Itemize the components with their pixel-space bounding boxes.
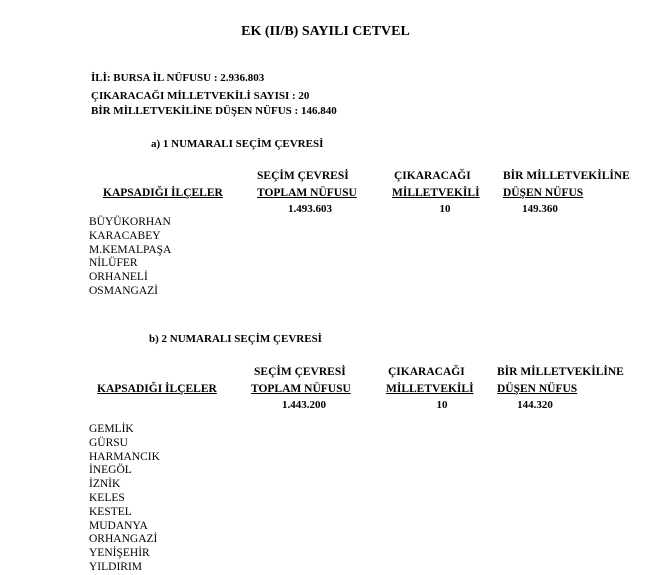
district-item: NİLÜFER (89, 257, 138, 270)
district-item: GÜRSU (89, 436, 128, 449)
district-item: ORHANGAZİ (89, 533, 158, 546)
section-b-col-population-line2: TOPLAM NÜFUSU (251, 383, 351, 395)
section-a-deputies: 10 (439, 203, 451, 215)
section-a-col-per-deputy-line1: BİR MİLLETVEKİLİNE (503, 170, 630, 182)
section-a-per-deputy: 149.360 (522, 203, 558, 215)
deputy-count: ÇIKARACAĞI MİLLETVEKİLİ SAYISI : 20 (91, 90, 310, 102)
section-b-deputies: 10 (436, 399, 448, 411)
district-item: İNEGÖL (89, 464, 132, 477)
population-per-deputy: BİR MİLLETVEKİLİNE DÜŞEN NÜFUS : 146.840 (91, 105, 337, 117)
section-a-population: 1.493.603 (288, 203, 332, 215)
section-b-col-population-line1: SEÇİM ÇEVRESİ (254, 366, 346, 378)
section-a-col-per-deputy-line2: DÜŞEN NÜFUS (503, 187, 584, 199)
district-item: KESTEL (89, 505, 132, 518)
section-a-col-population-line2: TOPLAM NÜFUSU (257, 187, 357, 199)
section-b-col-per-deputy-line2: DÜŞEN NÜFUS (497, 383, 578, 395)
section-b-col-districts: KAPSADIĞI İLÇELER (97, 383, 217, 395)
district-item: MUDANYA (89, 519, 148, 532)
section-b-heading: b) 2 NUMARALI SEÇİM ÇEVRESİ (149, 333, 322, 345)
section-b-district-list (89, 423, 160, 575)
section-a-col-deputies-line2: MİLLETVEKİLİ (392, 187, 480, 199)
district-item: BÜYÜKORHAN (89, 216, 171, 228)
section-b-col-deputies-line2: MİLLETVEKİLİ (386, 383, 474, 395)
page-title: EK (II/B) SAYILI CETVEL (241, 24, 410, 39)
district-item: M.KEMALPAŞA (89, 243, 172, 256)
section-b-col-deputies-line1: ÇIKARACAĞI (388, 366, 465, 378)
district-item: ORHANELİ (89, 271, 148, 284)
section-b-population: 1.443.200 (282, 399, 326, 411)
section-b-per-deputy: 144.320 (517, 399, 553, 411)
section-a-heading: a) 1 NUMARALI SEÇİM ÇEVRESİ (151, 138, 324, 150)
section-b-col-per-deputy-line1: BİR MİLLETVEKİLİNE (497, 366, 624, 378)
section-a-district-list (89, 216, 171, 299)
district-item: GEMLİK (89, 423, 134, 435)
section-a-col-deputies-line1: ÇIKARACAĞI (394, 170, 471, 182)
district-item: KELES (89, 491, 125, 504)
district-item: YENİŞEHİR (89, 547, 150, 560)
province-population: İLİ: BURSA İL NÜFUSU : 2.936.803 (91, 72, 265, 84)
section-a-col-districts: KAPSADIĞI İLÇELER (103, 187, 223, 199)
section-a-col-population-line1: SEÇİM ÇEVRESİ (257, 170, 349, 182)
district-item: OSMANGAZİ (89, 284, 158, 297)
district-item: KARACABEY (89, 229, 161, 242)
district-item: İZNİK (89, 478, 121, 491)
district-item: HARMANCIK (89, 450, 160, 463)
district-item: YILDIRIM (89, 560, 143, 573)
